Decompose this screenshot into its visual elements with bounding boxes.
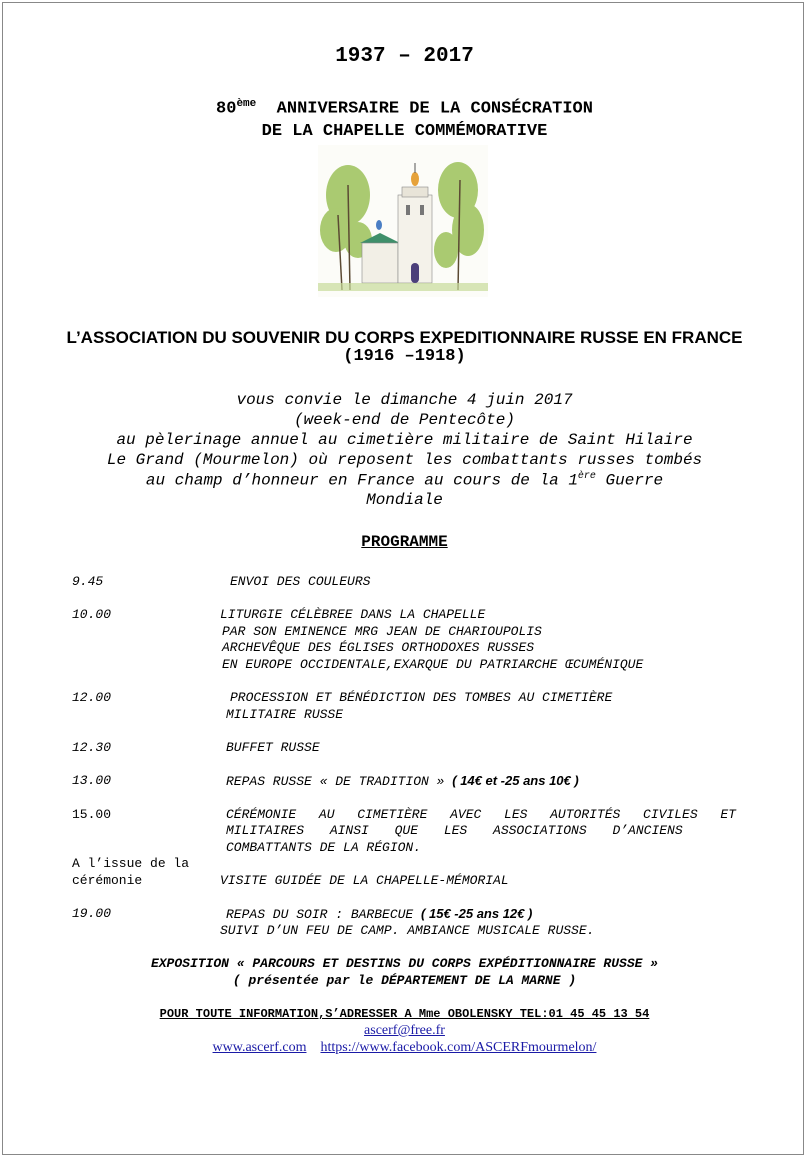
word: AU [318,807,335,822]
programme-text: REPAS DU SOIR : BARBECUE [226,907,422,922]
programme-time: 10.00 [72,607,112,622]
programme-line: PAR SON EMINENCE MRG JEAN DE CHARIOUPOLIS [222,624,542,639]
programme-line: EN EUROPE OCCIDENTALE,EXARQUE DU PATRIARCHE ŒCUMÉNIQUE [222,657,644,672]
programme-title [0,533,809,551]
invitation-line-3: au pèlerinage annuel au cimetière militaire de Saint Hilaire [116,431,693,449]
programme-text: REPAS RUSSE « DE TRADITION » [226,774,453,789]
programme-line [226,773,579,789]
word: CIMETIÈRE [357,807,428,822]
programme-line: COMBATTANTS DE LA RÉGION. [226,840,422,855]
invitation-line-5 [0,471,809,489]
programme-line: VISITE GUIDÉE DE LA CHAPELLE-MÉMORIAL [220,873,509,888]
facebook-link[interactable]: https://www.facebook.com/ASCERFmourmelon/ [320,1040,597,1055]
word: AUTORITÉS [550,807,621,822]
chapel-illustration [318,145,488,297]
word: ET [720,807,736,822]
programme-line [226,807,736,822]
programme-time: 12.30 [72,740,112,755]
invitation-text: au champ d’honneur en France au cours de la 1 [145,471,578,490]
association-name: L’ASSOCIATION DU SOUVENIR DU CORPS EXPEDITIONNAIRE RUSSE EN FRANCE [66,328,743,347]
email-line [0,1023,809,1039]
programme-line: SUIVI D’UN FEU DE CAMP. AMBIANCE MUSICALE RUSSE. [220,923,595,938]
invitation-line-4: Le Grand (Mourmelon) où reposent les combattants russes tombés [106,451,703,469]
exposition-line-2: ( présentée par le DÉPARTEMENT DE LA MARNE ) [232,973,577,988]
invitation-line-2: (week-end de Pentecôte) [294,411,515,429]
price: ( 14€ et -25 ans 10€ ) [452,773,579,788]
programme-time: 12.00 [72,690,112,705]
programme-line: ARCHEVÊQUE DES ÉGLISES ORTHODOXES RUSSES [222,640,535,655]
anniversary-line-2: DE LA CHAPELLE COMMÉMORATIVE [261,122,548,141]
programme-line: PROCESSION ET BÉNÉDICTION DES TOMBES AU CIMETIÈRE [230,690,613,705]
invitation-line-1: vous convie le dimanche 4 juin 2017 [236,391,573,409]
programme-line [226,906,532,922]
programme-line: BUFFET RUSSE [226,740,320,755]
anniversary-suffix: ème [236,98,257,110]
word: CIVILES [643,807,698,822]
programme-time: A l’issue de la [72,856,190,871]
invitation-line-6: Mondiale [366,491,443,509]
price: ( 15€ -25 ans 12€ ) [421,906,533,921]
programme-time: 19.00 [72,906,112,921]
programme-time: 13.00 [72,773,112,788]
exposition-line-1: EXPOSITION « PARCOURS ET DESTINS DU CORPS EXPÉDITIONNAIRE RUSSE » [150,956,659,971]
programme-line: ENVOI DES COULEURS [230,574,371,589]
association-dates: (1916 –1918) [343,347,466,366]
programme-time: 15.00 [72,807,112,822]
ordinal-suffix: ère [577,471,596,482]
anniversary-number: 80 [216,99,237,119]
programme-time: cérémonie [72,873,143,888]
contact-info-text: POUR TOUTE INFORMATION,S’ADRESSER A Mme OBOLENSKY TEL:01 45 45 13 54 [159,1007,650,1021]
years-title: 1937 – 2017 [335,45,474,68]
programme-line: MILITAIRES AINSI QUE LES ASSOCIATIONS D’ANCIENS [226,823,683,838]
anniversary-text: ANNIVERSAIRE DE LA CONSÉCRATION [276,99,593,119]
programme-line: LITURGIE CÉLÈBREE DANS LA CHAPELLE [220,607,486,622]
programme-line: MILITAIRE RUSSE [226,707,344,722]
contact-info [0,1007,809,1021]
word: AVEC [450,807,482,822]
word: CÉRÉMONIE [226,807,297,822]
links-line [0,1040,809,1056]
programme-title-text: PROGRAMME [361,533,448,551]
website-link[interactable]: www.ascerf.com [212,1040,307,1055]
invitation-text: Guerre [595,471,664,490]
word: LES [504,807,528,822]
anniversary-line-1 [0,98,809,119]
programme-time: 9.45 [72,574,104,589]
email-link[interactable]: ascerf@free.fr [364,1023,445,1038]
